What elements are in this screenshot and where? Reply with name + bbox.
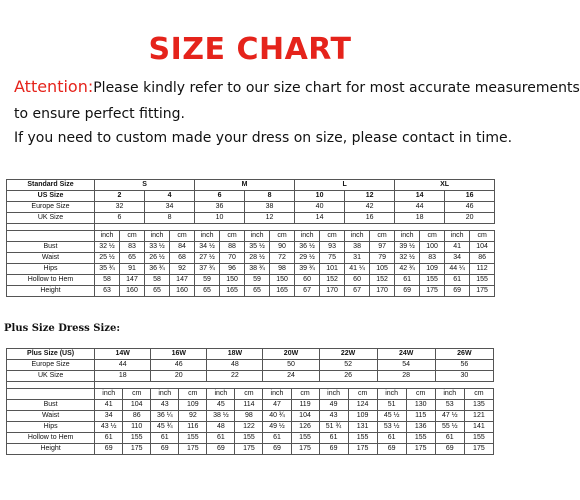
measure-label: Waist [7, 253, 95, 264]
plus-uk-size-label: UK Size [7, 371, 95, 382]
attention-text-continued: to ensure perfect fitting. [14, 106, 186, 122]
plus-us-size-label: Plus Size (US) [7, 349, 95, 360]
plus-measure-cell: 115 [406, 411, 435, 422]
plus-unit-cell: cm [348, 389, 377, 400]
plus-measure-cell: 49 [319, 400, 348, 411]
plus-us-size-cell: 18W [207, 349, 263, 360]
plus-measure-cell: 116 [179, 422, 207, 433]
measure-cell: 72 [270, 253, 295, 264]
plus-measure-cell: 43 [319, 411, 348, 422]
spacer-row [7, 224, 495, 231]
plus-measure-cell: 124 [348, 400, 377, 411]
spacer-cell [95, 224, 495, 231]
unit-cell: inch [95, 231, 120, 242]
plus-measure-cell: 104 [123, 400, 151, 411]
unit-label [7, 231, 95, 242]
plus-unit-cell: inch [435, 389, 464, 400]
plus-unit-cell: inch [377, 389, 406, 400]
us-size-cell: 12 [345, 191, 395, 202]
plus-measure-cell: 155 [348, 433, 377, 444]
plus-measure-label: Hollow to Hem [7, 433, 95, 444]
plus-measure-cell: 61 [377, 433, 406, 444]
us-size-row [7, 191, 495, 202]
plus-measure-cell: 136 [406, 422, 435, 433]
europe-size-cell: 42 [345, 202, 395, 213]
measure-cell: 160 [120, 286, 145, 297]
measure-cell: 63 [95, 286, 120, 297]
measure-cell: 88 [220, 242, 245, 253]
unit-cell: cm [170, 231, 195, 242]
measure-cell: 60 [295, 275, 320, 286]
plus-us-size-row [7, 349, 494, 360]
plus-unit-row [7, 389, 494, 400]
uk-size-cell: 6 [95, 213, 145, 224]
plus-measure-cell: 175 [123, 444, 151, 455]
plus-measure-cell: 49 ½ [263, 422, 291, 433]
plus-measure-cell: 53 [435, 400, 464, 411]
measure-cell: 69 [395, 286, 420, 297]
measure-cell: 27 ½ [195, 253, 220, 264]
plus-unit-cell: cm [291, 389, 319, 400]
measure-cell: 175 [420, 286, 445, 297]
plus-measure-cell: 175 [291, 444, 319, 455]
plus-size-table [6, 348, 494, 455]
measure-cell: 60 [345, 275, 370, 286]
measure-cell: 152 [320, 275, 345, 286]
us-size-cell: 16 [445, 191, 495, 202]
plus-us-size-cell: 14W [95, 349, 151, 360]
spacer-cell [7, 224, 95, 231]
unit-row [7, 231, 495, 242]
plus-unit-cell: cm [123, 389, 151, 400]
measure-cell: 67 [345, 286, 370, 297]
attention-label: Attention: [14, 77, 94, 96]
measure-cell: 58 [145, 275, 170, 286]
measure-cell: 86 [470, 253, 495, 264]
plus-measure-cell: 141 [464, 422, 493, 433]
measure-row [7, 242, 495, 253]
measure-cell: 26 ½ [145, 253, 170, 264]
uk-size-cell: 12 [245, 213, 295, 224]
unit-cell: cm [320, 231, 345, 242]
plus-measure-row [7, 433, 494, 444]
plus-europe-size-cell: 48 [207, 360, 263, 371]
unit-cell: inch [395, 231, 420, 242]
plus-measure-cell: 119 [291, 400, 319, 411]
plus-measure-row [7, 400, 494, 411]
plus-uk-size-cell: 18 [95, 371, 151, 382]
measure-cell: 37 ¾ [195, 264, 220, 275]
size-group-cell: L [295, 180, 395, 191]
unit-cell: cm [470, 231, 495, 242]
measure-cell: 152 [370, 275, 395, 286]
plus-measure-cell: 109 [179, 400, 207, 411]
plus-europe-size-cell: 46 [151, 360, 207, 371]
plus-measure-cell: 155 [291, 433, 319, 444]
europe-size-cell: 40 [295, 202, 345, 213]
measure-cell: 150 [270, 275, 295, 286]
measure-cell: 42 ¾ [395, 264, 420, 275]
measure-cell: 32 ½ [95, 242, 120, 253]
plus-unit-cell: cm [406, 389, 435, 400]
measure-cell: 104 [470, 242, 495, 253]
plus-measure-cell: 69 [377, 444, 406, 455]
us-size-cell: 2 [95, 191, 145, 202]
plus-unit-cell: inch [319, 389, 348, 400]
plus-unit-label [7, 389, 95, 400]
plus-measure-cell: 131 [348, 422, 377, 433]
measure-cell: 38 [345, 242, 370, 253]
measure-cell: 32 ½ [395, 253, 420, 264]
plus-europe-size-cell: 44 [95, 360, 151, 371]
europe-size-cell: 34 [145, 202, 195, 213]
measure-cell: 165 [270, 286, 295, 297]
unit-cell: cm [370, 231, 395, 242]
measure-cell: 69 [445, 286, 470, 297]
plus-unit-cell: inch [263, 389, 291, 400]
unit-cell: inch [145, 231, 170, 242]
measure-cell: 44 ¼ [445, 264, 470, 275]
size-group-cell: M [195, 180, 295, 191]
plus-measure-row [7, 422, 494, 433]
plus-measure-cell: 61 [95, 433, 123, 444]
plus-uk-size-cell: 20 [151, 371, 207, 382]
measure-cell: 105 [370, 264, 395, 275]
measure-cell: 83 [420, 253, 445, 264]
europe-size-cell: 38 [245, 202, 295, 213]
plus-uk-size-cell: 26 [319, 371, 377, 382]
plus-measure-cell: 69 [207, 444, 235, 455]
plus-measure-cell: 175 [235, 444, 263, 455]
plus-measure-cell: 104 [291, 411, 319, 422]
measure-cell: 29 ½ [295, 253, 320, 264]
plus-measure-label: Hips [7, 422, 95, 433]
us-size-cell: 6 [195, 191, 245, 202]
plus-measure-cell: 175 [464, 444, 493, 455]
plus-uk-size-cell: 22 [207, 371, 263, 382]
plus-measure-cell: 175 [348, 444, 377, 455]
measure-cell: 91 [120, 264, 145, 275]
europe-size-cell: 36 [195, 202, 245, 213]
measure-cell: 35 ½ [245, 242, 270, 253]
plus-measure-cell: 36 ¼ [151, 411, 179, 422]
measure-cell: 38 ¾ [245, 264, 270, 275]
plus-measure-label: Height [7, 444, 95, 455]
measure-cell: 41 ¼ [345, 264, 370, 275]
measure-cell: 112 [470, 264, 495, 275]
plus-measure-cell: 41 [95, 400, 123, 411]
measure-cell: 61 [445, 275, 470, 286]
plus-measure-cell: 175 [406, 444, 435, 455]
uk-size-cell: 20 [445, 213, 495, 224]
measure-label: Height [7, 286, 95, 297]
measure-cell: 65 [195, 286, 220, 297]
measure-label: Bust [7, 242, 95, 253]
plus-uk-size-row [7, 371, 494, 382]
plus-us-size-cell: 22W [319, 349, 377, 360]
plus-measure-cell: 121 [464, 411, 493, 422]
plus-measure-cell: 55 ½ [435, 422, 464, 433]
plus-measure-cell: 155 [406, 433, 435, 444]
measure-cell: 150 [220, 275, 245, 286]
measure-cell: 65 [145, 286, 170, 297]
size-group-cell: XL [395, 180, 495, 191]
measure-cell: 61 [395, 275, 420, 286]
size-group-row [7, 180, 495, 191]
plus-us-size-cell: 24W [377, 349, 435, 360]
measure-cell: 90 [270, 242, 295, 253]
plus-measure-cell: 34 [95, 411, 123, 422]
europe-size-cell: 46 [445, 202, 495, 213]
unit-cell: cm [220, 231, 245, 242]
measure-cell: 41 [445, 242, 470, 253]
unit-cell: inch [345, 231, 370, 242]
plus-measure-cell: 98 [235, 411, 263, 422]
measure-cell: 93 [320, 242, 345, 253]
plus-unit-cell: cm [464, 389, 493, 400]
uk-size-label: UK Size [7, 213, 95, 224]
plus-measure-cell: 61 [151, 433, 179, 444]
measure-cell: 65 [120, 253, 145, 264]
measure-cell: 36 ¾ [145, 264, 170, 275]
measure-cell: 34 ½ [195, 242, 220, 253]
us-size-cell: 4 [145, 191, 195, 202]
measure-cell: 98 [270, 264, 295, 275]
plus-measure-cell: 175 [179, 444, 207, 455]
measure-cell: 65 [245, 286, 270, 297]
measure-cell: 34 [445, 253, 470, 264]
unit-cell: inch [245, 231, 270, 242]
unit-cell: inch [445, 231, 470, 242]
plus-measure-cell: 61 [263, 433, 291, 444]
plus-measure-cell: 48 [207, 422, 235, 433]
measure-cell: 36 ½ [295, 242, 320, 253]
plus-unit-cell: cm [235, 389, 263, 400]
plus-measure-cell: 130 [406, 400, 435, 411]
plus-measure-cell: 69 [435, 444, 464, 455]
plus-uk-size-cell: 30 [435, 371, 493, 382]
plus-measure-cell: 155 [464, 433, 493, 444]
measure-cell: 58 [95, 275, 120, 286]
plus-measure-cell: 61 [319, 433, 348, 444]
measure-cell: 170 [370, 286, 395, 297]
measure-cell: 84 [170, 242, 195, 253]
plus-measure-cell: 43 [151, 400, 179, 411]
unit-cell: cm [270, 231, 295, 242]
measure-cell: 39 ¾ [295, 264, 320, 275]
page-title: SIZE CHART [148, 32, 352, 67]
europe-size-cell: 44 [395, 202, 445, 213]
spacer-cell [95, 382, 494, 389]
measure-cell: 39 ½ [395, 242, 420, 253]
plus-europe-size-cell: 56 [435, 360, 493, 371]
measure-cell: 147 [120, 275, 145, 286]
plus-unit-cell: inch [95, 389, 123, 400]
attention-line [14, 77, 580, 98]
standard-size-header: Standard Size [7, 180, 95, 191]
measure-cell: 147 [170, 275, 195, 286]
plus-measure-cell: 45 ¾ [151, 422, 179, 433]
uk-size-row [7, 213, 495, 224]
measure-cell: 67 [295, 286, 320, 297]
plus-measure-cell: 135 [464, 400, 493, 411]
plus-measure-cell: 155 [123, 433, 151, 444]
measure-cell: 97 [370, 242, 395, 253]
plus-unit-cell: cm [179, 389, 207, 400]
uk-size-cell: 16 [345, 213, 395, 224]
measure-cell: 59 [195, 275, 220, 286]
size-group-cell: S [95, 180, 195, 191]
measure-cell: 96 [220, 264, 245, 275]
plus-measure-cell: 51 ¾ [319, 422, 348, 433]
us-size-cell: 14 [395, 191, 445, 202]
measure-row [7, 275, 495, 286]
us-size-label: US Size [7, 191, 95, 202]
unit-cell: inch [195, 231, 220, 242]
plus-measure-cell: 43 ½ [95, 422, 123, 433]
measure-cell: 68 [170, 253, 195, 264]
plus-measure-cell: 69 [151, 444, 179, 455]
measure-row [7, 264, 495, 275]
measure-cell: 59 [245, 275, 270, 286]
measure-cell: 25 ½ [95, 253, 120, 264]
measure-cell: 155 [470, 275, 495, 286]
plus-europe-size-cell: 52 [319, 360, 377, 371]
europe-size-row [7, 202, 495, 213]
plus-europe-size-row [7, 360, 494, 371]
measure-cell: 33 ½ [145, 242, 170, 253]
measure-cell: 100 [420, 242, 445, 253]
unit-cell: cm [420, 231, 445, 242]
measure-cell: 35 ¾ [95, 264, 120, 275]
us-size-cell: 10 [295, 191, 345, 202]
plus-measure-label: Bust [7, 400, 95, 411]
plus-measure-cell: 155 [235, 433, 263, 444]
measure-row [7, 286, 495, 297]
spacer-cell [7, 382, 95, 389]
uk-size-cell: 14 [295, 213, 345, 224]
plus-us-size-cell: 16W [151, 349, 207, 360]
standard-size-table [6, 179, 495, 297]
plus-measure-cell: 47 ½ [435, 411, 464, 422]
measure-cell: 92 [170, 264, 195, 275]
us-size-cell: 8 [245, 191, 295, 202]
spacer-row [7, 382, 494, 389]
plus-measure-row [7, 411, 494, 422]
custom-size-note: If you need to custom made your dress on size, please contact in time. [14, 130, 513, 146]
plus-measure-cell: 122 [235, 422, 263, 433]
plus-measure-cell: 69 [319, 444, 348, 455]
plus-us-size-cell: 20W [263, 349, 319, 360]
unit-cell: cm [120, 231, 145, 242]
plus-measure-cell: 110 [123, 422, 151, 433]
attention-text: Please kindly refer to our size chart for most accurate measurements [93, 80, 580, 96]
measure-row [7, 253, 495, 264]
plus-measure-cell: 38 ½ [207, 411, 235, 422]
plus-unit-cell: inch [207, 389, 235, 400]
plus-measure-cell: 61 [435, 433, 464, 444]
measure-cell: 70 [220, 253, 245, 264]
measure-cell: 160 [170, 286, 195, 297]
plus-uk-size-cell: 28 [377, 371, 435, 382]
europe-size-cell: 32 [95, 202, 145, 213]
plus-europe-size-cell: 54 [377, 360, 435, 371]
plus-size-title: Plus Size Dress Size: [4, 323, 121, 334]
plus-measure-cell: 126 [291, 422, 319, 433]
measure-cell: 28 ½ [245, 253, 270, 264]
uk-size-cell: 18 [395, 213, 445, 224]
plus-measure-cell: 47 [263, 400, 291, 411]
uk-size-cell: 8 [145, 213, 195, 224]
measure-cell: 155 [420, 275, 445, 286]
plus-us-size-cell: 26W [435, 349, 493, 360]
measure-cell: 75 [320, 253, 345, 264]
europe-size-label: Europe Size [7, 202, 95, 213]
unit-cell: inch [295, 231, 320, 242]
plus-europe-size-label: Europe Size [7, 360, 95, 371]
plus-measure-label: Waist [7, 411, 95, 422]
plus-measure-cell: 45 [207, 400, 235, 411]
plus-uk-size-cell: 24 [263, 371, 319, 382]
measure-cell: 165 [220, 286, 245, 297]
plus-measure-cell: 109 [348, 411, 377, 422]
plus-unit-cell: inch [151, 389, 179, 400]
measure-cell: 79 [370, 253, 395, 264]
plus-measure-cell: 86 [123, 411, 151, 422]
plus-measure-cell: 92 [179, 411, 207, 422]
measure-cell: 175 [470, 286, 495, 297]
plus-measure-row [7, 444, 494, 455]
plus-measure-cell: 61 [207, 433, 235, 444]
plus-measure-cell: 51 [377, 400, 406, 411]
plus-measure-cell: 155 [179, 433, 207, 444]
measure-cell: 170 [320, 286, 345, 297]
plus-measure-cell: 40 ¾ [263, 411, 291, 422]
plus-europe-size-cell: 50 [263, 360, 319, 371]
plus-measure-cell: 45 ½ [377, 411, 406, 422]
plus-measure-cell: 69 [95, 444, 123, 455]
measure-cell: 31 [345, 253, 370, 264]
uk-size-cell: 10 [195, 213, 245, 224]
measure-label: Hips [7, 264, 95, 275]
measure-cell: 83 [120, 242, 145, 253]
measure-cell: 109 [420, 264, 445, 275]
plus-measure-cell: 69 [263, 444, 291, 455]
measure-label: Hollow to Hem [7, 275, 95, 286]
plus-measure-cell: 53 ½ [377, 422, 406, 433]
plus-measure-cell: 114 [235, 400, 263, 411]
measure-cell: 101 [320, 264, 345, 275]
